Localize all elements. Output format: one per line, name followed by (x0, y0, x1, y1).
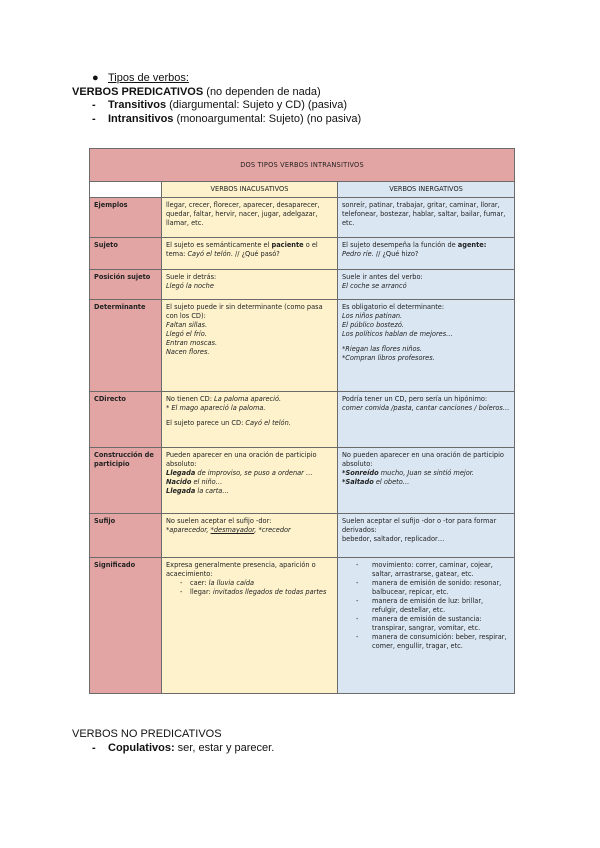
text-bold: paciente (271, 241, 304, 249)
predicativos-title: VERBOS PREDICATIVOS (72, 85, 204, 98)
line (166, 419, 333, 428)
no-predicativos-section (72, 728, 542, 755)
table-row-significado (90, 558, 515, 694)
list-item-intransitivos (72, 113, 542, 127)
example: Pedro ríe (342, 250, 372, 258)
cell-inergativos (338, 392, 515, 448)
row-label: Sujeto (90, 238, 162, 270)
text: Suele ir antes del verbo: (342, 273, 423, 281)
row-label: Ejemplos (90, 198, 162, 238)
text: Suele ir detrás: (166, 273, 217, 281)
cell-inergativos (338, 514, 515, 558)
text: Suelen aceptar el sufijo -dor o -tor para formar derivados: (342, 517, 497, 534)
text: . // ¿Qué hizo? (371, 250, 419, 258)
text: Podría tener un CD, pero sería un hipónimo: (342, 395, 488, 403)
predicativos-heading (72, 86, 542, 100)
example: Faltan sillas. (166, 321, 208, 329)
line (166, 469, 333, 478)
example: *aparecedor, (166, 526, 211, 534)
row-label: Construcción de participio (90, 448, 162, 514)
dash-icon: - (92, 99, 96, 111)
table-row-determinante (90, 300, 515, 392)
list-item-copulativos (72, 742, 542, 756)
cell-inacusativos: llegar, crecer, florecer, aparecer, desaparecer, quedar, faltar, hervir, nacer, jugar, adelgazar, llamar, etc. (162, 198, 338, 238)
example-bold: Llegada (166, 469, 196, 477)
header-blank (90, 182, 162, 198)
line (166, 478, 333, 487)
text: bebedor, saltador, replicador… (342, 535, 445, 543)
list-item-transitivos (72, 99, 542, 113)
list-item: - manera de consumición: beber, respirar, comer, engullir, tragar, etc. (372, 633, 510, 651)
text: El sujeto desempeña la función de (342, 241, 458, 249)
example: el niño… (191, 478, 223, 486)
example-bold: *Sonreído (342, 469, 379, 477)
text: No pueden aparecer en una oración de participio absoluto: (342, 451, 504, 468)
cell-inergativos: sonreír, patinar, trabajar, gritar, caminar, llorar, telefonear, bostezar, hablar, saltar, bailar, fumar, etc. (338, 198, 515, 238)
list-item: - manera de emisión de luz: brillar, refulgir, destellar, etc. (372, 597, 510, 615)
table-row-sujeto (90, 238, 515, 270)
example: Cayó el telón (187, 250, 231, 258)
term-desc: (monoargumental: Sujeto) (no pasiva) (173, 112, 362, 125)
example: Los políticos hablan de mejores… (342, 330, 453, 338)
example: * El mago apareció la paloma. (166, 404, 266, 412)
term: Intransitivos (108, 112, 174, 125)
cell-inacusativos (162, 238, 338, 270)
cell-inergativos (338, 238, 515, 270)
example: Entran moscas. (166, 339, 218, 347)
table-row-construccion (90, 448, 515, 514)
example: el obeto… (373, 478, 410, 486)
list-item: - movimiento: correr, caminar, cojear, saltar, arrastrarse, gatear, etc. (372, 561, 510, 579)
example: El público bostezó. (342, 321, 404, 329)
text: El sujeto es semánticamente el (166, 241, 272, 249)
example: Llegó el frío. (166, 330, 207, 338)
bullet-text: Tipos de verbos: (108, 72, 189, 84)
cell-inergativos (338, 270, 515, 300)
example-bold: Llegada (166, 487, 196, 495)
example: de improviso, se puso a ordenar … (195, 469, 313, 477)
list-item (180, 579, 333, 588)
text: Es obligatorio el determinante: (342, 303, 445, 311)
example-bold: Nacido (166, 478, 192, 486)
row-label: Determinante (90, 300, 162, 392)
text: No tienen CD: (166, 395, 215, 403)
example: Los niños patinan. (342, 312, 403, 320)
intransitive-verbs-table (89, 148, 515, 694)
line (166, 395, 333, 404)
dash-icon: - (92, 741, 96, 754)
table-row-sufijo (90, 514, 515, 558)
example: *Riegan las flores niños. (342, 345, 423, 353)
list-item: - manera de emisión de sonido: resonar, balbucear, repicar, etc. (372, 579, 510, 597)
text: Expresa generalmente presencia, aparición o acaecimiento: (166, 561, 316, 578)
row-label: CDirecto (90, 392, 162, 448)
bullet-icon: ● (92, 72, 99, 84)
example: *Compran libros profesores. (342, 354, 435, 362)
example: la carta… (195, 487, 229, 495)
example: La paloma apareció. (214, 395, 282, 403)
line (166, 487, 333, 496)
table-row-ejemplos (90, 198, 515, 238)
text-bold: agente: (457, 241, 487, 249)
example: mucho, Juan se sintió mejor. (378, 469, 474, 477)
text: o el tema: (166, 241, 318, 258)
predicativos-note: (no dependen de nada) (203, 85, 321, 98)
term: Copulativos: (108, 741, 175, 754)
table-title: DOS TIPOS VERBOS INTRANSITIVOS (90, 149, 515, 182)
example: invitados llegados de todas partes (212, 588, 327, 596)
text: llegar: (190, 588, 213, 596)
example: , *crecedor (254, 526, 291, 534)
row-label: Significado (90, 558, 162, 694)
cell-inacusativos (162, 514, 338, 558)
cell-inacusativos (162, 558, 338, 694)
table-row-cdirecto (90, 392, 515, 448)
text: El sujeto puede ir sin determinante (como pasa con los CD): (166, 303, 323, 320)
example: Cayó el telón. (245, 419, 291, 427)
text: El sujeto parece un CD: (166, 419, 246, 427)
term: Transitivos (108, 99, 167, 111)
example: comer comida /pasta, cantar canciones / boleros… (342, 404, 510, 412)
table-title-row (90, 149, 515, 182)
text: . // ¿Qué pasó? (230, 250, 280, 258)
line (342, 469, 510, 478)
text: Pueden aparecer en una oración de participio absoluto: (166, 451, 317, 468)
example: Nacen flores. (166, 348, 210, 356)
no-predicativos-title: VERBOS NO PREDICATIVOS (72, 728, 222, 740)
example: El coche se arrancó (342, 282, 407, 290)
sub-list (342, 561, 510, 651)
line (166, 526, 333, 535)
table-header-row (90, 182, 515, 198)
text: caer: (190, 579, 209, 587)
line (342, 478, 510, 487)
text: No suelen aceptar el sufijo -dor: (166, 517, 272, 525)
example: la lluvia caída (208, 579, 255, 587)
example-underlined: *desmayador (210, 526, 255, 534)
term-desc: (diargumental: Sujeto y CD) (pasiva) (166, 99, 348, 111)
cell-inergativos (338, 300, 515, 392)
list-item: - manera de emisión de sustancia: transpirar, sangrar, vomitar, etc. (372, 615, 510, 633)
row-label: Posición sujeto (90, 270, 162, 300)
intro-section (72, 72, 542, 126)
cell-inacusativos (162, 300, 338, 392)
example-bold: *Saltado (342, 478, 374, 486)
header-inacusativos: VERBOS INACUSATIVOS (162, 182, 338, 198)
sub-list (166, 579, 333, 597)
cell-inacusativos (162, 270, 338, 300)
row-label: Sufijo (90, 514, 162, 558)
cell-inergativos (338, 448, 515, 514)
example: Llegó la noche (166, 282, 214, 290)
bullet-item (72, 72, 542, 86)
table-row-posicion (90, 270, 515, 300)
cell-inergativos (338, 558, 515, 694)
term-desc: ser, estar y parecer. (174, 741, 275, 754)
header-inergativos: VERBOS INERGATIVOS (338, 182, 515, 198)
cell-inacusativos (162, 448, 338, 514)
cell-inacusativos (162, 392, 338, 448)
list-item (180, 588, 333, 597)
dash-icon: - (92, 112, 96, 125)
